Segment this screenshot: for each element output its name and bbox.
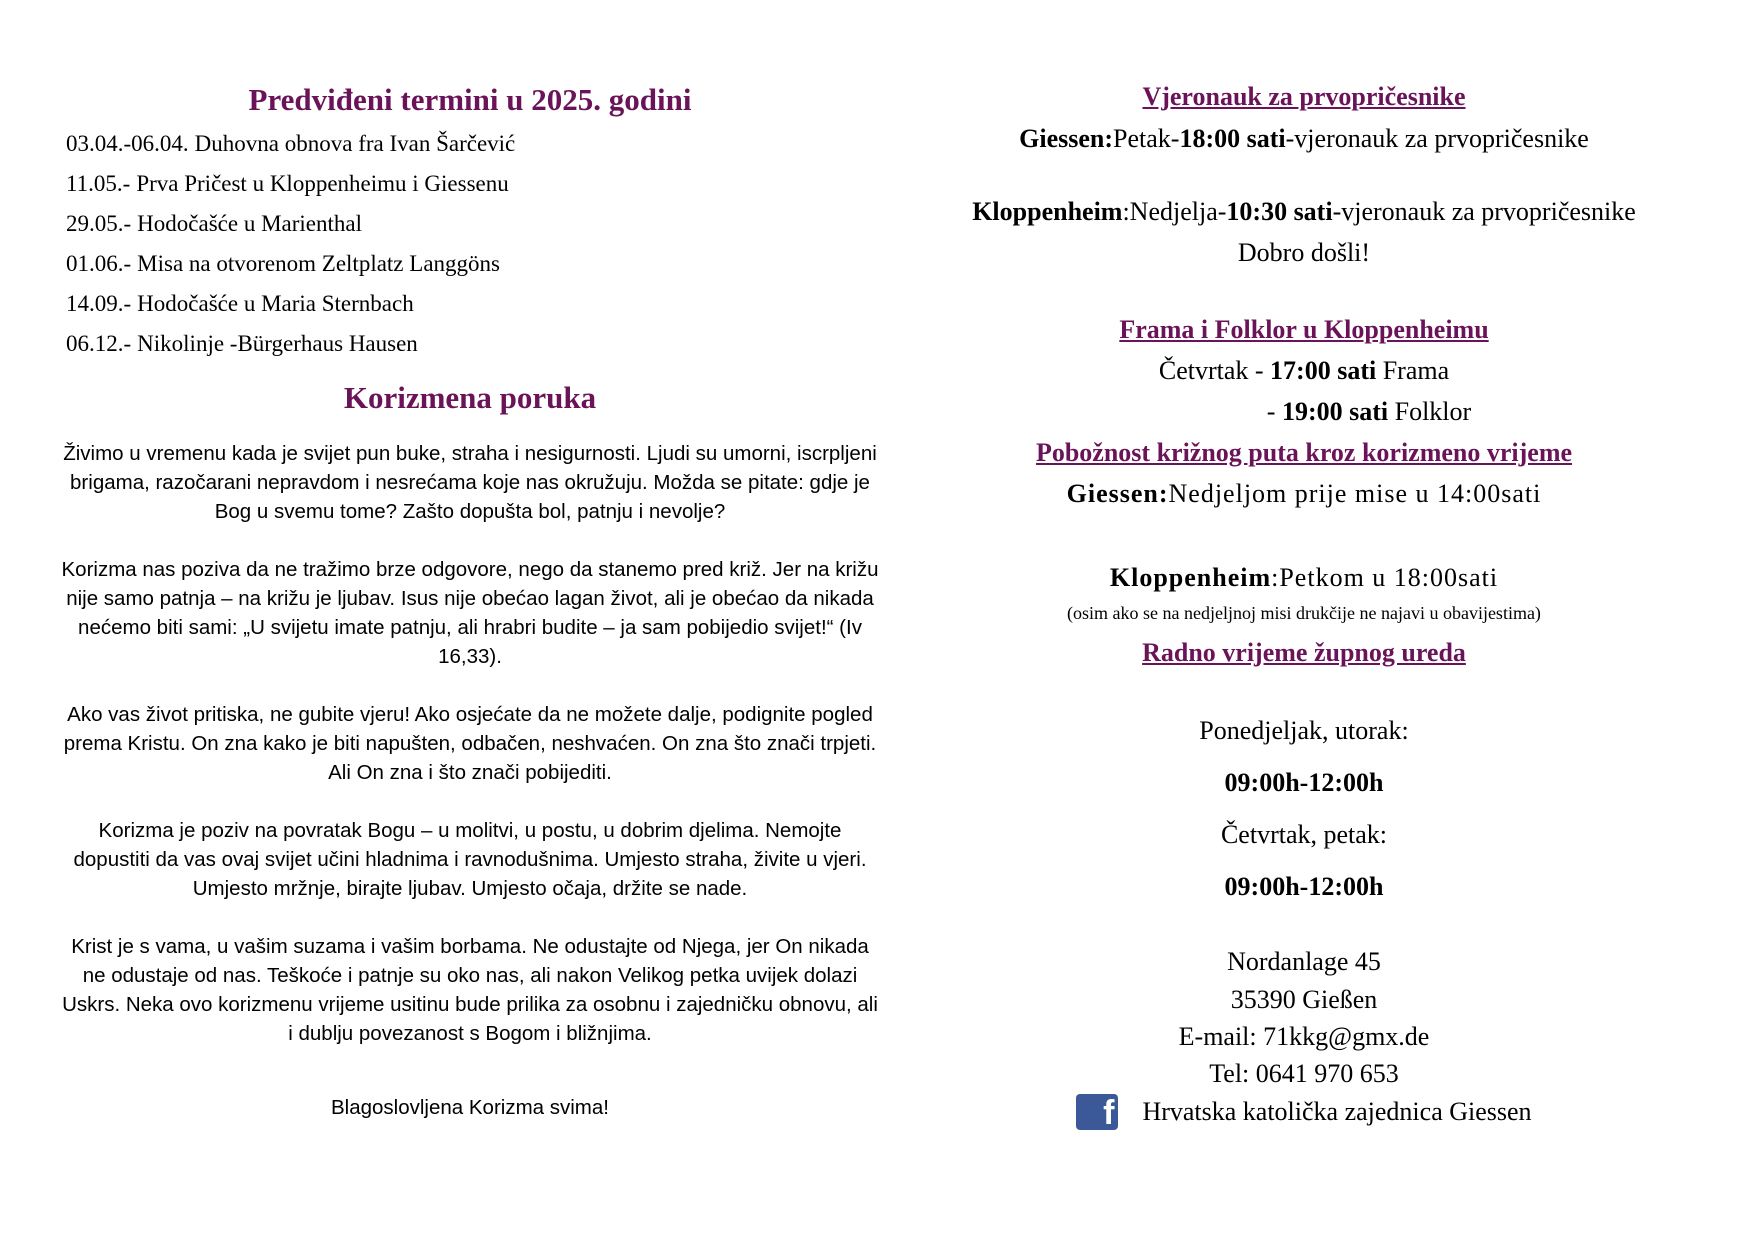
- office-hours-2: 09:00h-12:00h: [1224, 872, 1384, 901]
- catechism-heading: Vjeronauk za prvopričesnike: [1142, 82, 1466, 111]
- facebook-icon[interactable]: f: [1076, 1094, 1118, 1130]
- email[interactable]: E-mail: 71kkg@gmx.de: [1178, 1022, 1430, 1051]
- folklor-schedule: - 19:00 sati Folklor: [1266, 397, 1472, 426]
- way-of-cross-kloppenheim: Kloppenheim:Petkom u 18:00sati: [1109, 563, 1499, 592]
- list-item: 14.09.- Hodočašće u Maria Sternbach: [66, 291, 414, 316]
- catechism-giessen: Giessen:Petak-18:00 sati-vjeronauk za prvopričesnike: [1019, 124, 1589, 153]
- paragraph: Ako vas život pritiska, ne gubite vjeru! Ako osjećate da ne možete dalje, podignite pogled prema Kristu. On zna kako je biti napušten, odbačen, neshvaćen. On zna što znači trpjeti. Ali On zna i što znači pobijediti.: [63, 703, 877, 784]
- list-item: 11.05.- Prva Pričest u Kloppenheimu i Giessenu: [66, 171, 509, 196]
- catechism-kloppenheim: Kloppenheim:Nedjelja-10:30 sati-vjeronauk za prvopričesnike: [972, 197, 1636, 226]
- frama-schedule: Četvrtak - 17:00 sati Frama: [1158, 356, 1450, 385]
- welcome-text: Dobro došli!: [1237, 238, 1371, 267]
- frama-heading: Frama i Folklor u Kloppenheimu: [1119, 315, 1489, 344]
- closing-blessing: Blagoslovljena Korizma svima!: [330, 1096, 609, 1119]
- paragraph: Krist je s vama, u vašim suzama i vašim borbama. Ne odustajte od Njega, jer On nikada ne odustaje od nas. Teškoće i patnje su oko nas, ali nakon Velikog petka uvijek dolazi Uskrs. Neka ovo korizmenu vrijeme usitinu bude prilika za osobnu i zajedničku obnovu, ali i dublju povezanost s Bogom i bližnjima.: [62, 935, 878, 1045]
- list-item: 06.12.- Nikolinje -Bürgerhaus Hausen: [66, 331, 418, 356]
- way-of-cross-giessen: Giessen:Nedjeljom prije mise u 14:00sati: [1066, 479, 1542, 508]
- address-street: Nordanlage 45: [1227, 947, 1381, 976]
- address-city: 35390 Gießen: [1230, 985, 1378, 1014]
- lent-message-heading: Korizmena poruka: [343, 380, 597, 415]
- facebook-page-name[interactable]: Hrvatska katolička zajednica Giessen: [1142, 1097, 1532, 1126]
- dates-heading: Predviđeni termini u 2025. godini: [248, 82, 692, 117]
- office-hours-heading: Radno vrijeme župnog ureda: [1142, 638, 1466, 667]
- dates-list: [66, 130, 515, 370]
- telephone: Tel: 0641 970 653: [1209, 1059, 1399, 1088]
- office-days-2: Četvrtak, petak:: [1220, 820, 1388, 849]
- facebook-link[interactable]: [912, 1094, 1696, 1130]
- list-item: 01.06.- Misa na otvorenom Zeltplatz Langgöns: [66, 251, 500, 276]
- office-hours-1: 09:00h-12:00h: [1224, 768, 1384, 797]
- paragraph: Živimo u vremenu kada je svijet pun buke, straha i nesigurnosti. Ljudi su umorni, iscrpljeni brigama, razočarani nepravdom i nesrećama koje nas okružuju. Možda se pitate: gdje je Bog u svemu tome? Zašto dopušta bol, patnju i nevolje?: [63, 442, 877, 523]
- way-of-cross-heading: Pobožnost križnog puta kroz korizmeno vrijeme: [1035, 438, 1573, 467]
- paragraph: Korizma nas poziva da ne tražimo brze odgovore, nego da stanemo pred križ. Jer na križu nije samo patnja – na križu je ljubav. Isus nije obećao lagan život, ali je obećao da nikada nećemo biti sami: „U svijetu imate patnju, ali hrabri budite – ja sam pobijedio svijet!“ (Iv 16,33).: [61, 558, 879, 668]
- list-item: 29.05.- Hodočašće u Marienthal: [66, 211, 362, 236]
- office-days-1: Ponedjeljak, utorak:: [1199, 716, 1409, 745]
- list-item: 03.04.-06.04. Duhovna obnova fra Ivan Šarčević: [66, 131, 516, 156]
- paragraph: Korizma je poziv na povratak Bogu – u molitvi, u postu, u dobrim djelima. Nemojte dopustiti da vas ovaj svijet učini hladnima i ravnodušnima. Umjesto straha, živite u vjeri. Umjesto mržnje, birajte ljubav. Umjesto očaja, držite se nade.: [73, 819, 867, 900]
- way-of-cross-note: (osim ako se na nedjeljnoj misi drukčije ne najavi u obavijestima): [1067, 603, 1541, 623]
- lent-message-body: [60, 439, 880, 1077]
